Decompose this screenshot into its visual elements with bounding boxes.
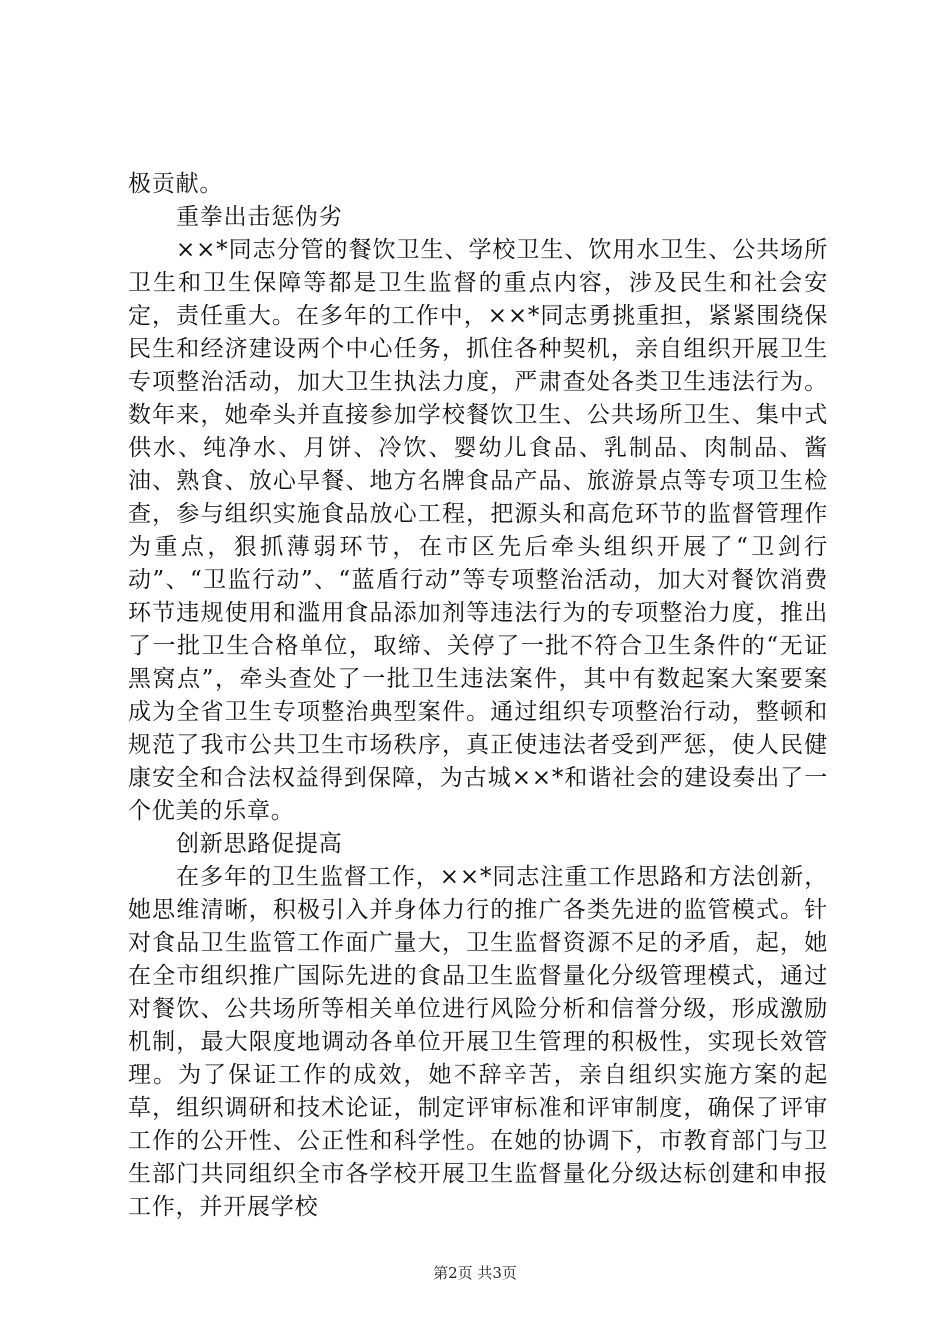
paragraph-innovation: 在多年的卫生监督工作，××*同志注重工作思路和方法创新，她思维清晰，积极引入并身体力行的推广各类先进的监管模式。针对食品卫生监管工作面广量大，卫生监督资源不足的矛盾，起，她在全市组织推广国际先进的食品卫生监督量化分级管理模式，通过对餐饮、公共场所等相关单位进行风险分析和信誉分级，形成激励机制，最大限度地调动各单位开展卫生管理的积极性，实现长效管理。为了保证工作的成效，她不辞辛苦，亲自组织实施方案的起草，组织调研和技术论证，制定评审标准和评审制度，确保了评审工作的公开性、公正性和科学性。在她的协调下，市教育部门与卫生部门共同组织全市各学校开展卫生监督量化分级达标创建和申报工作，并开展学校 [128,864,828,1220]
page-footer: 第2页 共3页 [433,1264,517,1282]
paragraph-continuation: 极贡献。 [128,171,224,197]
document-body [128,168,828,1224]
section-heading-innovation: 创新思路促提高 [176,831,343,857]
section-heading-crackdown: 重拳出击惩伪劣 [176,204,343,230]
paragraph-crackdown: ××*同志分管的餐饮卫生、学校卫生、饮用水卫生、公共场所卫生和卫生保障等都是卫生监督的重点内容，涉及民生和社会安定，责任重大。在多年的工作中，××*同志勇挑重担，紧紧围绕保民生和经济建设两个中心任务，抓住各种契机，亲自组织开展卫生专项整治活动，加大卫生执法力度，严肃查处各类卫生违法行为。数年来，她牵头并直接参加学校餐饮卫生、公共场所卫生、集中式供水、纯净水、月饼、冷饮、婴幼儿食品、乳制品、肉制品、酱油、熟食、放心早餐、地方名牌食品产品、旅游景点等专项卫生检查，参与组织实施食品放心工程，把源头和高危环节的监督管理作为重点，狠抓薄弱环节，在市区先后牵头组织开展了“卫剑行动”、“卫监行动”、“蓝盾行动”等专项整治活动，加大对餐饮消费环节违规使用和滥用食品添加剂等违法行为的专项整治力度，推出了一批卫生合格单位，取缔、关停了一批不符合卫生条件的“无证黑窝点”，牵头查处了一批卫生违法案件，其中有数起案大案要案成为全省卫生专项整治典型案件。通过组织专项整治行动，整顿和规范了我市公共卫生市场秩序，真正使违法者受到严惩，使人民健康安全和合法权益得到保障，为古城××*和谐社会的建设奏出了一个优美的乐章。 [128,237,828,824]
